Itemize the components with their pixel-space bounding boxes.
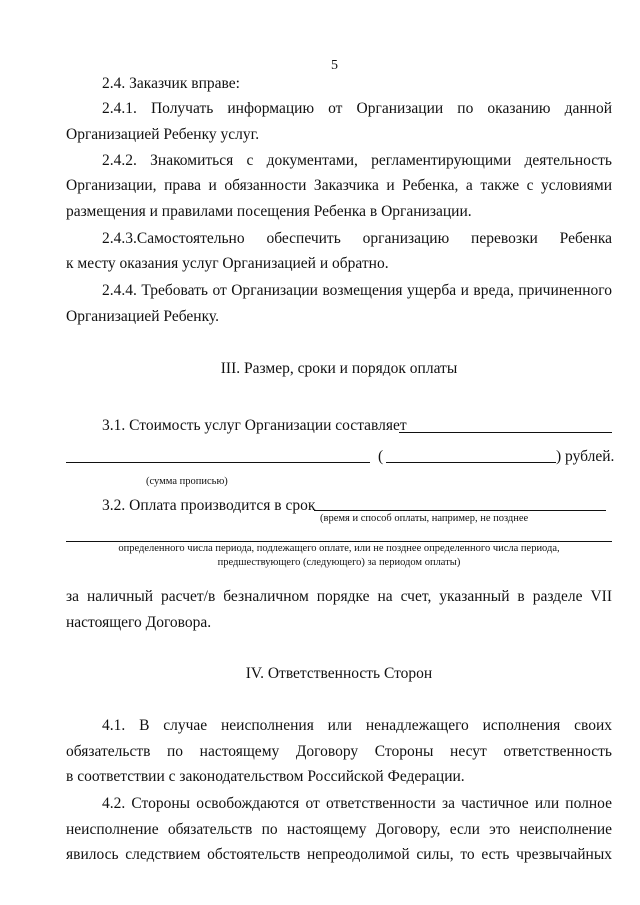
clause-2-4-2-line1: 2.4.2. Знакомиться с документами, регламентирующими деятельность <box>102 152 612 169</box>
clause-4-2-line2: неисполнение обязательств по настоящему Договору, если это неисполнение <box>66 821 612 838</box>
clause-2-4-4-line2: Организацией Ребенку. <box>66 308 219 325</box>
clause-2-4-2-line2: Организации, права и обязанности Заказчика и Ребенка, а также с условиями <box>66 177 612 194</box>
open-paren: ( <box>378 448 384 465</box>
clause-2-4-1-line2: Организацией Ребенку услуг. <box>66 126 260 143</box>
clause-3-2-text: 3.2. Оплата производится в срок <box>102 497 316 514</box>
section-4-title: IV. Ответственность Сторон <box>245 665 433 682</box>
section-3-title: III. Размер, сроки и порядок оплаты <box>220 360 458 377</box>
clause-2-4-3-line2: к месту оказания услуг Организацией и обратно. <box>66 255 389 272</box>
clause-2-4-heading: 2.4. Заказчик вправе: <box>102 75 240 92</box>
payment-method-line2: настоящего Договора. <box>66 614 212 631</box>
payment-term-hint-3: предшествующего (следующего) за периодом оплаты) <box>217 557 461 568</box>
clause-4-2-line3: явилось следствием обстоятельств непреодолимой силы, то есть чрезвычайных <box>66 846 612 863</box>
payment-term-blank-line <box>314 510 606 511</box>
cost-words-blank-line <box>66 462 370 463</box>
payment-method-line1: за наличный расчет/в безналичном порядке на счет, указанный в разделе VII <box>66 588 612 605</box>
payment-term-hint-1: (время и способ оплаты, например, не позднее <box>320 513 529 524</box>
cost-number-blank-line <box>386 462 556 463</box>
clause-4-1-line2: обязательств по настоящему Договору Стороны несут ответственность <box>66 743 612 760</box>
clause-4-1-line1: 4.1. В случае неисполнения или ненадлежащего исполнения своих <box>102 717 612 734</box>
clause-2-4-1-line1: 2.4.1. Получать информацию от Организации по оказанию данной <box>102 100 612 117</box>
payment-term-hint-2: определенного числа периода, подлежащего оплате, или не позднее определенного числа периода, <box>118 543 560 554</box>
clause-4-1-line3: в соответствии с законодательством Российской Федерации. <box>66 768 465 785</box>
page-number: 5 <box>331 58 338 73</box>
sum-in-words-hint: (сумма прописью) <box>146 476 228 487</box>
clause-2-4-4-line1: 2.4.4. Требовать от Организации возмещения ущерба и вреда, причиненного <box>102 282 612 299</box>
clause-4-2-line1: 4.2. Стороны освобождаются от ответственности за частичное или полное <box>102 795 612 812</box>
rubles-label: ) рублей. <box>556 448 615 465</box>
clause-2-4-2-line3: размещения и правилами посещения Ребенка в Организации. <box>66 203 472 220</box>
cost-blank-line <box>399 432 612 433</box>
clause-3-1-text: 3.1. Стоимость услуг Организации составляет <box>102 417 407 434</box>
clause-2-4-3-line1: 2.4.3.Самостоятельно обеспечить организацию перевозки Ребенка <box>102 230 612 247</box>
